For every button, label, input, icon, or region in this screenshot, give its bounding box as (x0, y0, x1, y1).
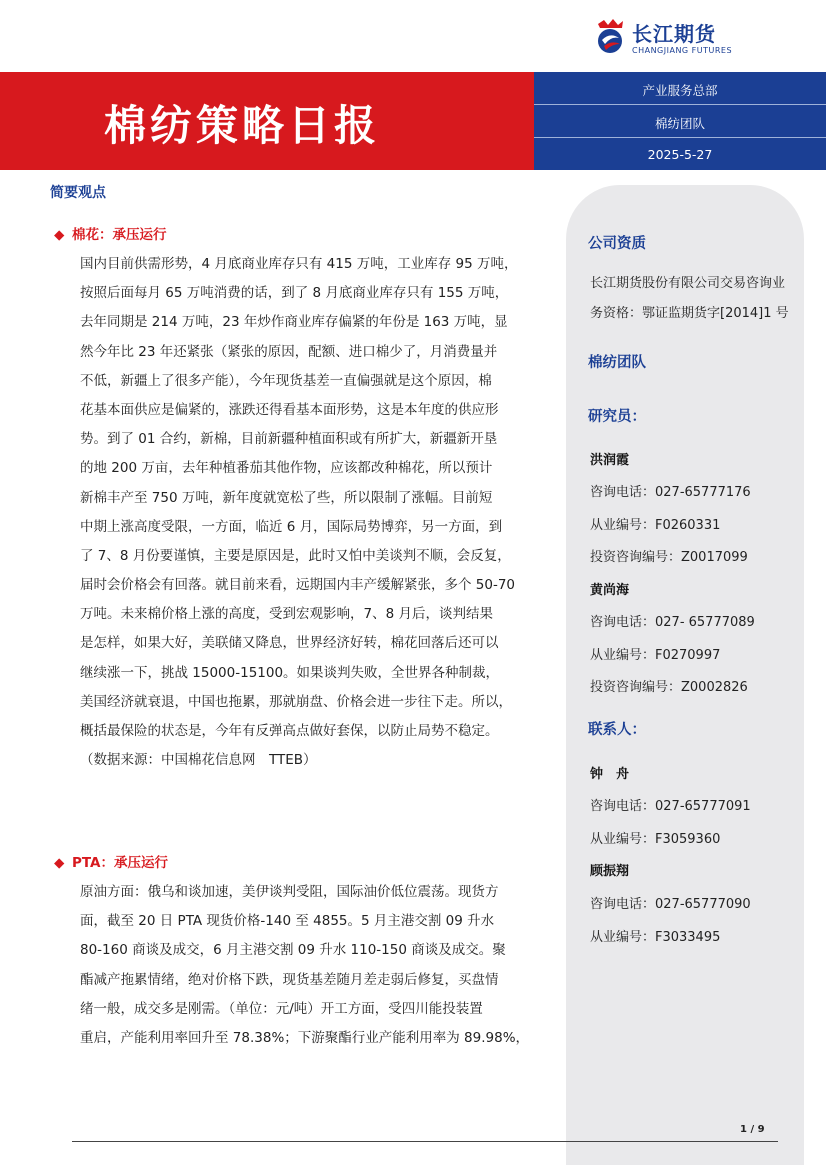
cotton-heading-text: 棉花：承压运行 (72, 227, 167, 243)
pta-paragraph (80, 878, 528, 1053)
contact-phone: 咨询电话：027-65777091 (590, 799, 751, 814)
researcher-phone: 咨询电话：027-65777176 (590, 485, 751, 500)
cotton-paragraph (80, 250, 528, 775)
banner-divider (534, 104, 826, 105)
paragraph-line: 势。到了 01 合约，新棉，目前新疆种植面积或有所扩大，新疆新开垦 (80, 431, 498, 448)
paragraph-line: 酯减产拖累情绪，绝对价格下跌，现货基差随月差走弱后修复，买盘情 (80, 971, 499, 988)
report-date: 2025-5-27 (647, 147, 713, 162)
paragraph-line: 不低，新疆上了很多产能），今年现货基差一直偏强就是这个原因，棉 (80, 372, 492, 389)
paragraph-line: 概括最保险的状态是，今年有反弹高点做好套保，以防止局势不稳定。 (80, 723, 499, 739)
qualification-line: 务资格：鄂证监期货字[2014]1 号 (590, 306, 789, 321)
team-label: 棉纺团队 (654, 116, 705, 131)
logo-text-en: CHANGJIANG FUTURES (632, 46, 733, 55)
company-logo (592, 14, 762, 60)
paragraph-line: 然今年比 23 年还紧张（紧张的原因，配额、进口棉少了，月消费量并 (80, 343, 498, 360)
contact-phone: 咨询电话：027-65777090 (590, 897, 751, 912)
paragraph-line: 国内目前供需形势，4 月底商业库存只有 415 万吨，工业库存 95 万吨， (80, 256, 518, 272)
banner-divider (534, 137, 826, 138)
pta-heading-text: PTA：承压运行 (72, 855, 169, 871)
changjiang-logo-icon (592, 16, 628, 56)
cotton-heading (54, 223, 167, 243)
sidebar-panel (566, 185, 804, 1165)
researcher-phone: 咨询电话：027- 65777089 (590, 615, 755, 630)
paragraph-line: 中期上涨高度受限，一方面，临近 6 月，国际局势博弈，另一方面，到 (80, 518, 503, 535)
paragraph-line: 原油方面：俄乌和谈加速，美伊谈判受阻，国际油价低位震荡。现货方 (80, 884, 499, 900)
researcher-license: 从业编号：F0260331 (590, 518, 721, 533)
paragraph-line: 去年同期是 214 万吨，23 年炒作商业库存偏紧的年份是 163 万吨，显 (80, 314, 508, 331)
contacts-title: 联系人： (588, 722, 646, 738)
qualification-title: 公司资质 (588, 236, 646, 252)
paragraph-line: 绪一般，成交多是刚需。（单位：元/吨）开工方面，受四川能投装置 (80, 1000, 483, 1017)
qualification-line: 长江期货股份有限公司交易咨询业 (590, 276, 786, 291)
paragraph-line: 80-160 商谈及成交，6 月主港交割 09 升水 110-150 商谈及成交。聚 (80, 942, 506, 959)
paragraph-line: 届时会价格会有回落。就目前来看，远期国内丰产缓解紧张，多个 50-70 (80, 577, 516, 594)
page-number: 1 / 9 (740, 1124, 765, 1135)
paragraph-line: 按照后面每月 65 万吨消费的话，到了 8 月底商业库存只有 155 万吨， (80, 285, 509, 302)
diamond-bullet-icon: ◆ (54, 227, 65, 243)
researcher-advisor-id: 投资咨询编号：Z0017099 (590, 550, 748, 565)
paragraph-line: 了 7、8 月份要谨慎，主要是原因是，此时又怕中美谈判不顺，会反复， (80, 547, 511, 564)
contact-name: 顾振翔 (590, 864, 630, 879)
paragraph-line: 面，截至 20 日 PTA 现货价格-140 至 4855。5 月主港交割 09 升水 (80, 913, 495, 930)
contact-license: 从业编号：F3059360 (590, 832, 721, 847)
paragraph-line: 花基本面供应是偏紧的，涨跌还得看基本面形势，这是本年度的供应形 (80, 401, 499, 418)
paragraph-line: （数据来源：中国棉花信息网 TTEB） (80, 752, 317, 769)
pta-heading (54, 851, 168, 871)
researcher-advisor-id: 投资咨询编号：Z0002826 (590, 680, 748, 695)
paragraph-line: 美国经济就衰退，中国也拖累，那就崩盘、价格会进一步往下走。所以， (80, 693, 512, 710)
team-title: 棉纺团队 (588, 355, 646, 371)
researcher-name: 黄尚海 (590, 583, 630, 598)
paragraph-line: 重启，产能利用率回升至 78.38%；下游聚酯行业产能利用率为 89.98%， (80, 1029, 530, 1046)
paragraph-line: 继续涨一下，挑战 15000-15100。如果谈判失败，全世界各种制裁， (80, 664, 500, 681)
department-label: 产业服务总部 (642, 83, 718, 98)
section-title: 简要观点 (50, 185, 106, 201)
researcher-license: 从业编号：F0270997 (590, 648, 721, 663)
diamond-bullet-icon: ◆ (54, 855, 65, 871)
researcher-name: 洪润霞 (590, 453, 630, 468)
report-title: 棉纺策略日报 (104, 101, 381, 150)
researchers-title: 研究员： (588, 409, 646, 425)
paragraph-line: 是怎样，如果大好，美联储又降息，世界经济好转，棉花回落后还可以 (80, 635, 499, 652)
paragraph-line: 的地 200 万亩，去年种植番茄其他作物，应该都改种棉花，所以预计 (80, 460, 493, 477)
paragraph-line: 新棉丰产至 750 万吨，新年度就宽松了些，所以限制了涨幅。目前短 (80, 489, 493, 506)
footer-divider (72, 1141, 778, 1142)
logo-text-cn: 长江期货 (632, 22, 716, 46)
contact-name: 钟 舟 (590, 767, 630, 782)
paragraph-line: 万吨。未来棉价格上涨的高度，受到宏观影响，7、8 月后，谈判结果 (80, 606, 493, 623)
contact-license: 从业编号：F3033495 (590, 930, 721, 945)
